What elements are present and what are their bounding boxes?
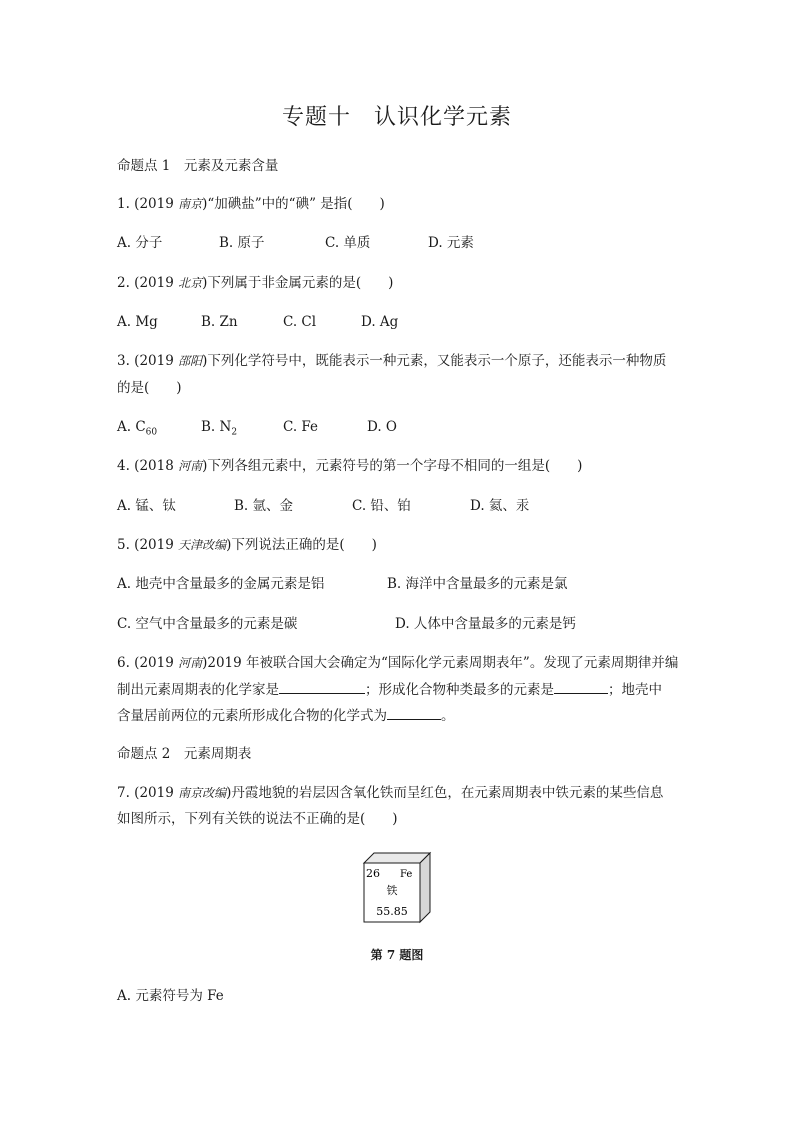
question-number: 5. (2019 — [117, 537, 179, 553]
question-number: 7. (2019 — [117, 785, 179, 801]
atomic-number: 26 — [366, 867, 380, 880]
q4-option-c: C. 铅、铂 — [352, 498, 411, 514]
question-3-continued: 的是( ) — [117, 380, 182, 396]
q4-option-b: B. 氩、金 — [234, 498, 294, 514]
question-number: 4. (2018 — [117, 458, 179, 474]
answer-blank[interactable] — [279, 679, 365, 694]
question-text: ；地壳中 — [608, 682, 662, 698]
question-text: ；形成化合物种类最多的元素是 — [365, 682, 554, 698]
question-text: 。 — [441, 708, 455, 724]
question-text: )下列化学符号中，既能表示一种元素，又能表示一个原子，还能表示一种物质 — [202, 353, 667, 369]
question-7 — [117, 783, 663, 803]
page-title: 专题十 认识化学元素 — [281, 105, 512, 130]
q2-option-d: D. Ag — [361, 314, 399, 330]
question-2 — [117, 273, 393, 293]
q7-option-a: A. 元素符号为 Fe — [117, 988, 224, 1004]
question-text: )丹霞地貌的岩层因含氧化铁而呈红色，在元素周期表中铁元素的某些信息 — [226, 785, 664, 801]
q5-option-b: B. 海洋中含量最多的元素是氯 — [387, 576, 568, 592]
answer-blank[interactable] — [387, 705, 441, 720]
cube-side — [420, 853, 430, 922]
q4-option-d: D. 氦、汞 — [470, 498, 530, 514]
question-number: 3. (2019 — [117, 353, 179, 369]
element-symbol: Fe — [400, 869, 413, 880]
element-card-figure — [360, 850, 434, 924]
q5-option-d: D. 人体中含量最多的元素是钙 — [395, 616, 576, 632]
q1-option-d: D. 元素 — [428, 235, 474, 251]
q5-option-a: A. 地壳中含量最多的金属元素是铝 — [117, 576, 325, 592]
question-4 — [117, 456, 582, 476]
subscript: 2 — [231, 427, 238, 438]
question-6-line-2 — [117, 679, 662, 700]
figure-caption: 第 7 题图 — [370, 948, 424, 962]
option-label: A. C — [117, 419, 146, 435]
question-text: )2019 年被联合国大会确定为“国际化学元素周期表年”。发现了元素周期律并编 — [202, 655, 679, 671]
question-source: 南京改编 — [178, 786, 227, 800]
question-number: 1. (2019 — [117, 196, 179, 212]
question-7-continued: 如图所示，下列有关铁的说法不正确的是( ) — [117, 811, 398, 827]
question-number: 6. (2019 — [117, 655, 179, 671]
question-text: )下列各组元素中，元素符号的第一个字母不相同的一组是( ) — [202, 458, 583, 474]
q3-option-b — [201, 417, 237, 443]
question-text: 制出元素周期表的化学家是 — [117, 682, 279, 698]
q4-option-a: A. 锰、钛 — [117, 498, 176, 514]
question-source: 河南 — [178, 459, 203, 473]
question-number: 2. (2019 — [117, 275, 179, 291]
question-source: 天津改编 — [178, 538, 227, 552]
atomic-mass: 55.85 — [376, 905, 408, 918]
section-heading-1: 命题点 1 元素及元素含量 — [117, 158, 279, 174]
section-heading-2: 命题点 2 元素周期表 — [117, 746, 252, 762]
question-5 — [117, 535, 377, 555]
q2-option-c: C. Cl — [283, 314, 317, 330]
question-text: 含量居前两位的元素所形成化合物的化学式为 — [117, 708, 387, 724]
q1-option-a: A. 分子 — [117, 235, 163, 251]
answer-blank[interactable] — [554, 679, 608, 694]
question-6 — [117, 653, 678, 673]
question-source: 河南 — [178, 656, 203, 670]
question-3 — [117, 351, 666, 371]
question-source: 北京 — [178, 276, 203, 290]
question-1 — [117, 194, 385, 214]
q2-option-a: A. Mg — [117, 314, 158, 330]
question-source: 邵阳 — [178, 354, 203, 368]
q3-option-d: D. O — [367, 419, 397, 435]
question-source: 南京 — [178, 197, 203, 211]
q3-option-c: C. Fe — [283, 419, 319, 435]
element-name: 铁 — [386, 884, 398, 897]
q2-option-b: B. Zn — [201, 314, 238, 330]
option-label: B. N — [201, 419, 232, 435]
cube-top — [364, 853, 430, 863]
q5-option-c: C. 空气中含量最多的元素是碳 — [117, 616, 298, 632]
question-text: )下列说法正确的是( ) — [226, 537, 377, 553]
question-text: )下列属于非金属元素的是( ) — [202, 275, 394, 291]
q3-option-a — [117, 417, 157, 443]
question-6-line-3 — [117, 705, 455, 726]
q1-option-b: B. 原子 — [219, 235, 265, 251]
question-text: )“加碘盐”中的“碘” 是指( ) — [202, 196, 385, 212]
q1-option-c: C. 单质 — [325, 235, 371, 251]
subscript: 60 — [145, 427, 158, 438]
